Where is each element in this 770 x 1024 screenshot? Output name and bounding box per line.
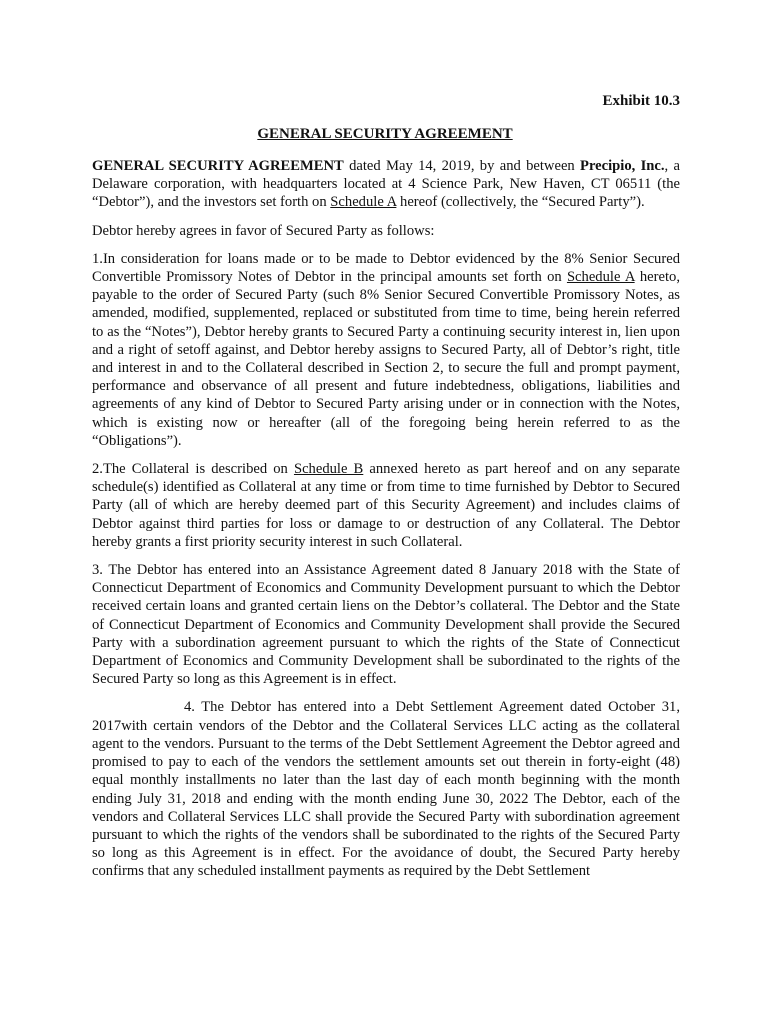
section-4-paragraph: 4. The Debtor has entered into a Debt Settlement Agreement dated October 31, 2017with certain vendors of the Debtor and the Collateral Services LLC acting as the collateral agent to the vendors. Pursuant to the terms of the Debt Settlement Agreement the Debtor agreed and promised to pay to each of the vendors the settlement amounts set out therein in forty-eight (48) equal monthly installments no later than the last day of each month beginning with the month ending July 31, 2018 and ending with the month ending June 30, 2022 The Debtor, each of the vendors and Collateral Services LLC shall provide the Secured Party with subordination agreement pursuant to which the rights of the vendors shall be subordinated to the rights of the Secured Party so long as this Agreement is in effect. For the avoidance of doubt, the Secured Party hereby confirms that any scheduled installment payments as required by the Debt Settlement <box>92 699 680 880</box>
section-2-paragraph <box>92 460 680 551</box>
section-1-paragraph <box>92 250 680 450</box>
party-name: Precipio, Inc. <box>580 158 665 174</box>
intro-text-1: dated May 14, 2019, by and between <box>343 158 581 174</box>
section-2-text-2: annexed hereto as part hereof and on any separate schedule(s) identified as Collateral at any time or from time to time furnished by Debtor to Secured Party (all of which are hereby deemed part of this Security Agreement) and includes claims of Debtor against third parties for loss or damage to or destruction of any Collateral. The Debtor hereby grants a first priority security interest in such Collateral. <box>92 461 680 550</box>
intro-paragraph <box>92 157 680 212</box>
section-3-paragraph: 3. The Debtor has entered into an Assistance Agreement dated 8 January 2018 with the State of Connecticut Department of Economics and Community Development pursuant to which the Debtor received certain loans and granted certain liens on the Debtor’s collateral. The Debtor and the State of Connecticut Department of Economics and Community Development shall provide the Secured Party with a subordination agreement pursuant to which the rights of the State of Connecticut Department of Economics and Community Development shall be subordinated to the rights of the Secured Party so long as this Agreement is in effect. <box>92 562 680 688</box>
document-body <box>92 157 680 891</box>
schedule-a-link: Schedule A <box>330 194 397 211</box>
intro-title: GENERAL SECURITY AGREEMENT <box>92 158 344 174</box>
section-1-text-2: hereto, payable to the order of Secured Party (such 8% Senior Secured Convertible Promissory Notes, as amended, modified, supplemented, replaced or substituted from time to time, being herein referred to as the “Notes”), Debtor hereby grants to Secured Party a continuing security interest in, lien upon and a right of setoff against, and Debtor hereby assigns to Secured Party, all of Debtor’s right, title and interest in and to the Collateral described in Section 2, to secure the full and prompt payment, performance and observance of all present and future indebtedness, obligations, liabilities and agreements of any kind of Debtor to Secured Party arising under or in connection with the Notes, which is existing now or hereafter (all of the foregoing being herein referred to as the “Obligations”). <box>92 269 680 449</box>
exhibit-label: Exhibit 10.3 <box>602 93 680 109</box>
schedule-b-reference: Schedule B <box>293 461 364 478</box>
schedule-a-reference: Schedule A <box>566 269 635 286</box>
intro-text-2: , a Delaware corporation, with headquarters located at 4 Science Park, New Haven, CT 06511 (the “Debtor”), and the investors set forth on <box>92 158 680 211</box>
section-1-text-1: 1.In consideration for loans made or to be made to Debtor evidenced by the 8% Senior Secured Convertible Promissory Notes of Debtor in the principal amounts set forth on <box>92 250 680 286</box>
section-2-text-1: 2.The Collateral is described on <box>92 461 294 478</box>
intro-text-3: hereof (collectively, the “Secured Party”). <box>396 194 645 211</box>
document-title: GENERAL SECURITY AGREEMENT <box>257 126 513 142</box>
agree-paragraph: Debtor hereby agrees in favor of Secured Party as follows: <box>92 222 435 239</box>
